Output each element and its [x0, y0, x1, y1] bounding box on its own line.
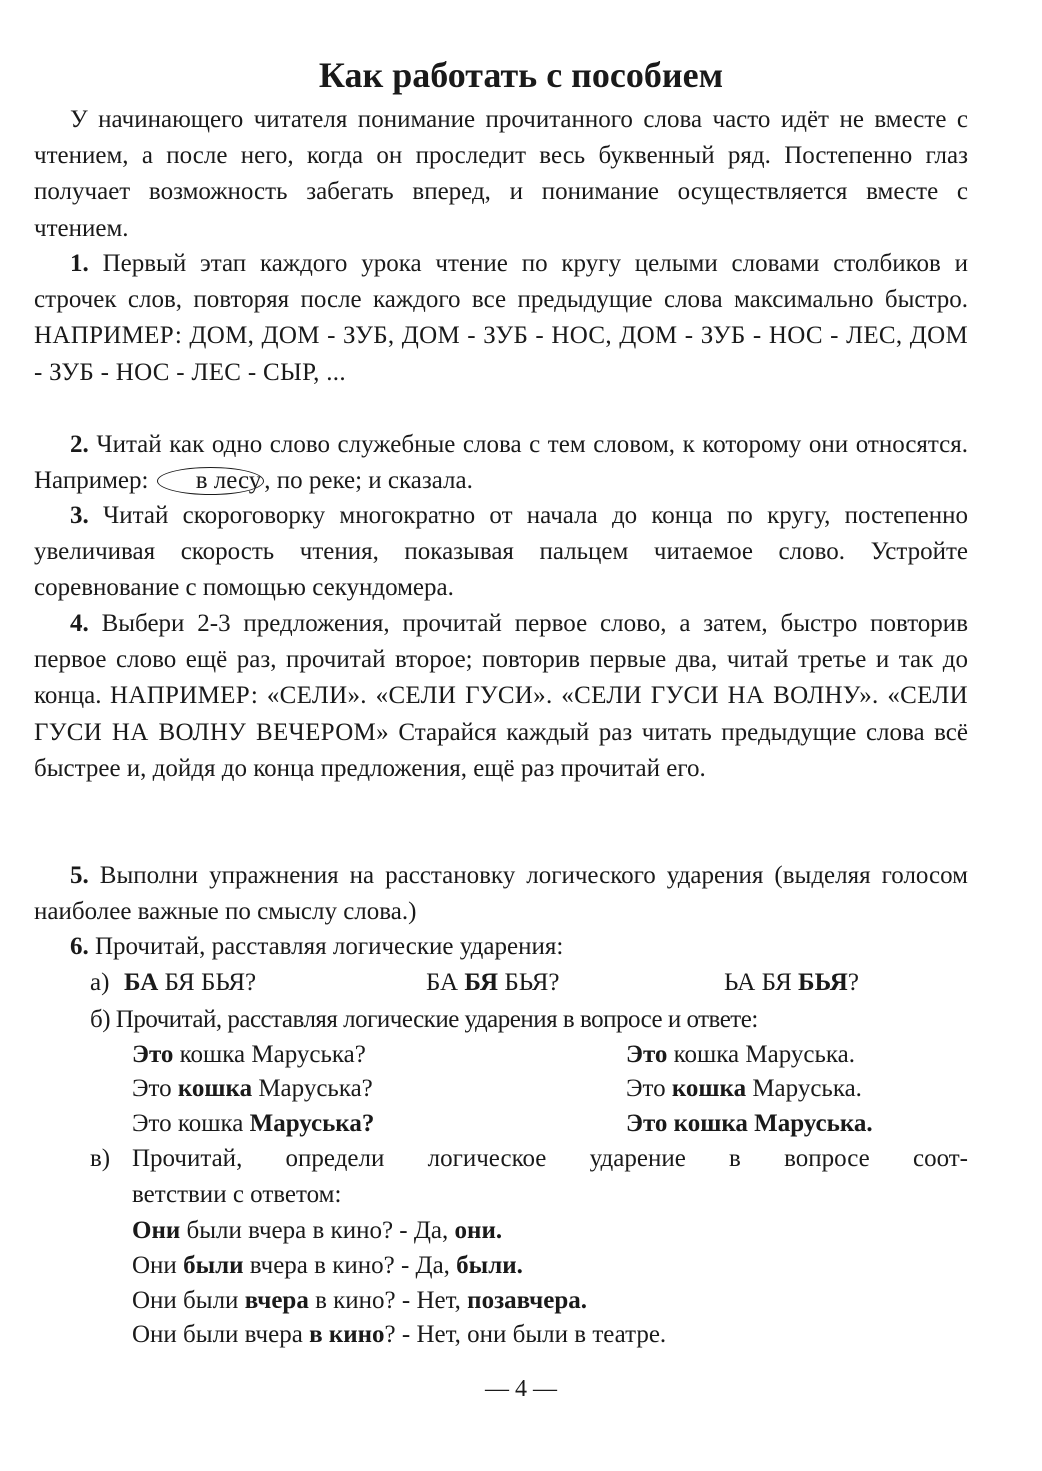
stress-answer: они.: [454, 1217, 503, 1244]
exercise-6b-answer-1: [626, 1038, 855, 1072]
exercise-6c-row-1: [132, 1214, 502, 1248]
plain-text: БА: [426, 969, 465, 996]
exercise-6a-col3: [724, 966, 859, 1000]
paragraph-2-number: 2.: [70, 431, 89, 458]
plain-text: Это: [626, 1075, 672, 1102]
exercise-6b-question-3: [132, 1107, 374, 1141]
plain-text: в кино? - Нет,: [308, 1287, 468, 1314]
stress-word: вчера: [244, 1287, 309, 1314]
paragraph-4-text-b: НАПРИМЕР: «СЕЛИ». «СЕЛИ ГУСИ». «СЕЛИ ГУСИ НА ВОЛНУ». «СЕЛИ ГУСИ НА ВОЛНУ ВЕЧЕРОМ»: [34, 682, 968, 746]
paragraph-4: [34, 606, 968, 787]
plain-text: Они: [132, 1252, 184, 1279]
paragraph-5: [34, 858, 968, 930]
paragraph-6-text: Прочитай, расставляя логические ударения:: [95, 933, 564, 960]
stress-word: Они: [132, 1217, 181, 1244]
paragraph-4-text-c: Старайся каждый раз читать предыдущие слова всё быстрее и, дойдя до конца предложения, ещё раз прочитай его.: [34, 718, 968, 782]
exercise-6c-row-3: [132, 1284, 587, 1318]
plain-text: Это: [132, 1075, 178, 1102]
plain-text: Маруська?: [252, 1075, 373, 1102]
page-title: Как работать с пособием: [318, 55, 724, 95]
plain-text: были вчера в кино? - Да,: [180, 1217, 455, 1244]
paragraph-6-number: 6.: [70, 933, 89, 960]
intro-paragraph: У начинающего читателя понимание прочитанного слова часто идёт не вместе с чтением, а после него, когда он проследит весь буквенный ряд. Постепенно глаз получает возможность забегать вперед, и понимание осуществляется вместе с чтением.: [34, 106, 968, 242]
paragraph-1-text-a: Первый этап каждого урока чтение по кругу целыми словами столбиков и строчек слов, повторяя после каждого все предыдущие слова максимально быстро.: [34, 250, 969, 314]
stress-word: Маруська?: [249, 1110, 375, 1137]
exercise-6b-intro: б) Прочитай, расставляя логические ударения в вопросе и ответе:: [90, 1006, 758, 1033]
exercise-6b-answer-2: [626, 1072, 862, 1106]
stress-answer: были.: [456, 1252, 523, 1279]
paragraph-3-text: Читай скороговорку многократно от начала до конца по кругу, постепенно увеличивая скорость чтения, показывая пальцем читаемое слово. Устройте соревнование с помощью секундомера.: [34, 502, 968, 602]
exercise-6c-line-2: ветствии с ответом:: [132, 1181, 342, 1208]
paragraph-5-text: Выполни упражнения на расстановку логического ударения (выделяя голосом наиболее важные по смыслу слова.): [34, 862, 968, 926]
plain-text: кошка Маруська.: [667, 1041, 856, 1068]
plain-text: Они были вчера: [132, 1321, 310, 1348]
plain-text: вчера в кино? - Да,: [243, 1252, 457, 1279]
stress-word: Это кошка Маруська.: [626, 1110, 873, 1137]
exercise-6a-col2: [426, 966, 560, 1000]
paragraph-1-number: 1.: [70, 250, 89, 277]
paragraph-2: [34, 427, 968, 499]
paragraph-1-text-b: НАПРИМЕР: ДОМ, ДОМ - ЗУБ, ДОМ - ЗУБ - НОС, ДОМ - ЗУБ - НОС - ЛЕС, ДОМ - ЗУБ - НОС - ЛЕС - СЫР, ...: [34, 322, 968, 386]
paragraph-2-text-b: , по реке; и сказала.: [264, 467, 473, 495]
plain-text: БЬЯ?: [498, 969, 560, 996]
paragraph-6: [34, 929, 968, 965]
plain-text: ЬА БЯ: [724, 969, 799, 996]
stress-word: Это: [132, 1041, 174, 1068]
plain-text: БЯ БЬЯ?: [158, 969, 257, 996]
plain-text: Это кошка: [132, 1110, 250, 1137]
exercise-6c-row-2: [132, 1249, 523, 1283]
exercise-6b-question-1: [132, 1038, 366, 1072]
plain-text: ? - Нет, они были в театре.: [384, 1321, 667, 1348]
plain-text: кошка Маруська?: [173, 1041, 366, 1068]
exercise-6c-line-1: Прочитай, определи логическое ударение в вопросе соот-: [132, 1145, 968, 1172]
exercise-6a-label: а): [90, 969, 110, 996]
paragraph-5-number: 5.: [70, 862, 89, 889]
stress-word: были: [183, 1252, 244, 1279]
stress-word: Это: [626, 1041, 668, 1068]
stress-word: кошка: [671, 1075, 747, 1102]
stress-word: БА: [124, 969, 159, 996]
plain-text: ?: [847, 969, 859, 996]
stress-word: кошка: [177, 1075, 253, 1102]
circled-example: в лесу: [157, 467, 265, 495]
paragraph-2-text-a: Читай как одно слово служебные слова с тем словом, к которому они относятся. Например:: [34, 431, 968, 495]
paragraph-4-text-a: Выбери 2-3 предложения, прочитай первое слово, а затем, быстро повторив первое слово ещё раз, прочитай второе; повторив первые два, читай третье и так до конца.: [34, 610, 968, 710]
paragraph-1: [34, 246, 968, 391]
exercise-6b-question-2: [132, 1072, 373, 1106]
exercise-6c-label: в): [90, 1145, 111, 1172]
stress-word: БЬЯ: [798, 969, 848, 996]
paragraph-3-number: 3.: [70, 502, 89, 529]
plain-text: Маруська.: [746, 1075, 862, 1102]
stress-answer: позавчера.: [467, 1287, 588, 1314]
page-number: — 4 —: [485, 1376, 557, 1402]
exercise-6b-answer-3: [626, 1107, 873, 1141]
exercise-6c-row-4: [132, 1318, 666, 1352]
exercise-6a-col1: [124, 966, 256, 1000]
plain-text: Они были: [132, 1287, 245, 1314]
stress-word: в кино: [309, 1321, 385, 1348]
stress-word: БЯ: [464, 969, 499, 996]
paragraph-4-number: 4.: [70, 610, 89, 637]
paragraph-3: [34, 498, 968, 607]
